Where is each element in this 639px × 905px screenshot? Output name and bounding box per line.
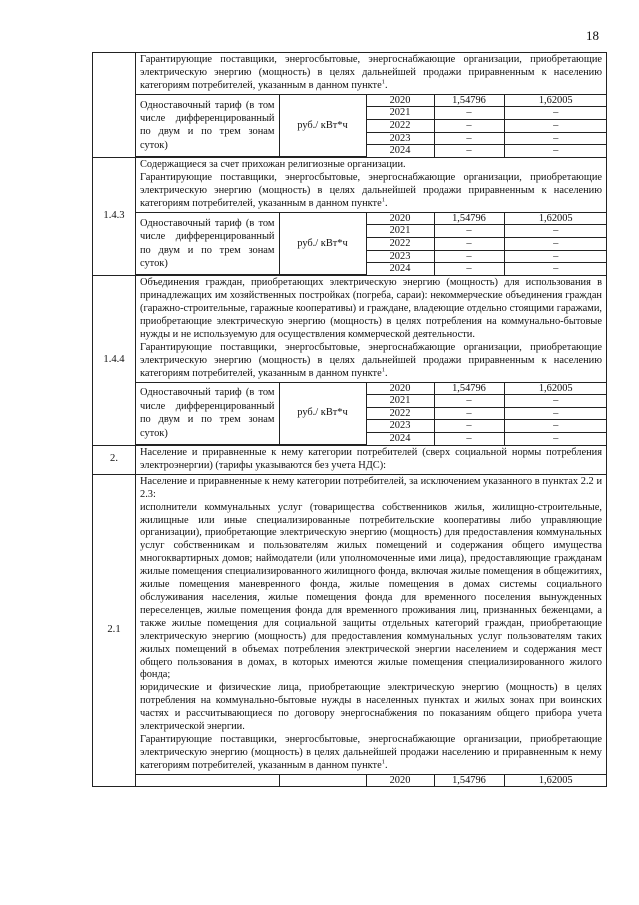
tariff-value-2: – [504, 420, 607, 433]
year-cell: 2020 [366, 774, 434, 786]
tariff-value-1: – [434, 407, 504, 420]
row-number: 2.1 [93, 474, 136, 786]
tariff-value-1: – [434, 225, 504, 238]
row-content [136, 158, 607, 276]
tariff-description: Одноставочный тариф (в том числе дифференцированный по двум и по трем зонам суток) [136, 94, 279, 156]
footnote-mark: 1 [381, 78, 385, 86]
table-row [93, 474, 607, 786]
tariff-value-2: 1,62005 [504, 382, 607, 395]
tariff-value-1: – [434, 132, 504, 145]
table-row [93, 446, 607, 475]
tariff-value-2: – [504, 132, 607, 145]
tariff-value-1: 1,54796 [434, 94, 504, 107]
tariff-value-1: – [434, 420, 504, 433]
row-text: Объединения граждан, приобретающих электрическую энергию (мощность) для использования в принадлежащих им хозяйственных постройках (погреба, сараи): некоммерческие объединения граждан (гаражно-строительные, гаражные кооперативы) и граждане, владеющие отдельно стоящими гаражами, приобретающие электрическую энергию (мощность) в целях потребления на коммунально-бытовые нужды и не используемую для осуществления коммерческой деятельности. Гарантирующие поставщики, энергосбытовые, энергоснабжающие организации, приобретающие электрическую энергию (мощность) в целях дальнейшей продажи приравненным к населению категориям потребителей, указанным в данном пункте$^1$. [140, 277, 602, 379]
paragraph: исполнители коммунальных услуг (товарищества собственников жилья, жилищно-строительные, жилищные или иные специализированные потребительские кооперативы либо управляющие организации), приобретающие электрическую энергию (мощность) для предоставления коммунальных услуг собственникам и пользователям жилых помещений и содержания общего имущества многоквартирных домов; наймодатели (или уполномоченные ими лица), предоставляющие гражданам жилые помещения специализированного жилищного фонда, включая жилые помещения в общежитиях, жилые помещения маневренного фонда, жилые помещения в домах системы социального обслуживания населения, жилые помещения фонда для временного поселения вынужденных переселенцев, жилые помещения фонда для временного проживания лиц, признанных беженцами, а также жилые помещения для социальной защиты отдельных категорий граждан, приобретающие электрическую энергию (мощность) для предоставления коммунальных услуг пользователям таких жилых помещений в объемах потребления электрической энергии населением и содержания мест общего пользования в домах, в которых имеются жилые помещения специализированного жилого фонда; [140, 501, 602, 681]
tariff-value-1: – [434, 238, 504, 251]
tariff-value-1: 1,54796 [434, 774, 504, 786]
footnote-mark: 1 [381, 758, 385, 766]
footnote-mark: 1 [381, 366, 385, 374]
year-cell: 2024 [366, 263, 434, 275]
row-text: Население и приравненные к нему категории потребителей, за исключением указанного в пунктах 2.2 и 2.3: исполнители коммунальных услуг (товарищества собственников жилья, жилищно-строительные, жилищные или иные специализированные потребительские кооперативы либо управляющие организации), приобретающие электрическую энергию (мощность) для предоставления коммунальных услуг собственникам и пользователям жилых помещений и содержания общего имущества многоквартирных домов; наймодатели (или уполномоченные ими лица), предоставляющие гражданам жилые помещения специализированного жилищного фонда, включая жилые помещения в общежитиях, жилые помещения маневренного фонда, жилые помещения в домах системы социального обслуживания населения, жилые помещения фонда для временного поселения вынужденных переселенцев, жилые помещения фонда для временного проживания лиц, признанных беженцами, а также жилые помещения для социальной защиты отдельных категорий граждан, приобретающие электрическую энергию (мощность) для предоставления коммунальных услуг пользователям таких жилых помещений в объемах потребления электрической энергии населением и содержания мест общего пользования в домах, в которых имеются жилые помещения специализированного жилого фонда; юридические и физические лица, приобретающие электрическую энергию (мощность) в целях потребления на коммунально-бытовые нужды в населенных пунктах и жилых зонах при воинских частях и рассчитывающиеся по договору энергоснабжения по показаниям общего прибора учета электрической энергии. Гарантирующие поставщики, энергосбытовые, энергоснабжающие организации, приобретающие электрическую энергию (мощность) в целях дальнейшей продажи населению и приравненным к нему категориям потребителей, указанным в данном пункте$^1$. [140, 475, 602, 771]
empty-cell [136, 774, 279, 786]
tariff-value-1: – [434, 395, 504, 408]
row-content [136, 446, 607, 475]
paragraph: Гарантирующие поставщики, энергосбытовые, энергоснабжающие организации, приобретающие электрическую энергию (мощность) в целях дальнейшей продажи населению и приравненным к нему категориям потребителей, указанным в данном пункте [140, 733, 602, 771]
tariff-value-2: – [504, 250, 607, 263]
paragraph: Население и приравненные к нему категории потребителей (сверх социальной нормы потребления электроэнергии) (тарифы указываются без учета НДС): [140, 447, 602, 471]
tariff-unit: руб./ кВт*ч [279, 382, 366, 444]
tariff-description: Одноставочный тариф (в том числе дифференцированный по двум и по трем зонам суток) [136, 212, 279, 274]
tariff-subtable-partial [136, 774, 607, 787]
tariff-value-1: – [434, 250, 504, 263]
row-content [136, 474, 607, 786]
tariff-value-1: – [434, 432, 504, 444]
paragraph: юридические и физические лица, приобретающие электрическую энергию (мощность) в целях потребления на коммунально-бытовые нужды в населенных пунктах и жилых зонах при воинских частях и рассчитывающиеся по договору энергоснабжения по показаниям общего прибора учета электрической энергии. [140, 682, 602, 733]
tariff-unit: руб./ кВт*ч [279, 94, 366, 156]
empty-cell [279, 774, 366, 786]
tariff-value-2: – [504, 432, 607, 444]
row-text: Содержащиеся за счет прихожан религиозные организации. Гарантирующие поставщики, энергосбытовые, энергоснабжающие организации, приобретающие электрическую энергию (мощность) в целях дальнейшей продажи приравненным к населению категориям потребителей, указанным в данном пункте$^1$. [140, 159, 602, 209]
tariff-value-1: 1,54796 [434, 382, 504, 395]
year-cell: 2022 [366, 119, 434, 132]
tariff-value-2: 1,62005 [504, 212, 607, 225]
row-number [93, 53, 136, 158]
tariff-subtable [136, 212, 607, 275]
tariff-value-1: – [434, 263, 504, 275]
tariff-value-2: – [504, 263, 607, 275]
footnote-mark: 1 [381, 196, 385, 204]
row-text [136, 446, 606, 474]
tariff-value-1: – [434, 145, 504, 157]
tariff-subtable [136, 94, 607, 157]
year-cell: 2023 [366, 132, 434, 145]
tariff-value-1: – [434, 107, 504, 120]
year-cell: 2021 [366, 395, 434, 408]
year-cell: 2021 [366, 107, 434, 120]
year-cell: 2022 [366, 407, 434, 420]
year-cell: 2021 [366, 225, 434, 238]
row-number: 1.4.3 [93, 158, 136, 276]
tariff-value-2: – [504, 107, 607, 120]
tariff-value-2: – [504, 238, 607, 251]
year-cell: 2023 [366, 250, 434, 263]
tariff-table [92, 52, 607, 787]
table-row [93, 276, 607, 446]
tariff-unit: руб./ кВт*ч [279, 212, 366, 274]
tariff-value-2: 1,62005 [504, 94, 607, 107]
row-content [136, 53, 607, 158]
table-row [93, 53, 607, 158]
table-row [93, 158, 607, 276]
year-cell: 2022 [366, 238, 434, 251]
tariff-value-1: 1,54796 [434, 212, 504, 225]
year-cell: 2024 [366, 145, 434, 157]
year-cell: 2020 [366, 94, 434, 107]
year-cell: 2020 [366, 212, 434, 225]
row-number: 1.4.4 [93, 276, 136, 446]
tariff-value-2: – [504, 119, 607, 132]
page-number: 18 [586, 28, 599, 43]
year-cell: 2023 [366, 420, 434, 433]
paragraph: Объединения граждан, приобретающих электрическую энергию (мощность) для использования в принадлежащих им хозяйственных постройках (погреба, сараи): некоммерческие объединения граждан (гаражно-строительные, гаражные кооперативы) и граждане, владеющие отдельно стоящими гаражами, приобретающие электрическую энергию (мощность) в целях потребления на коммунально-бытовые нужды и не используемую для осуществления коммерческой деятельности. [140, 277, 602, 340]
year-cell: 2024 [366, 432, 434, 444]
row-text: Гарантирующие поставщики, энергосбытовые, энергоснабжающие организации, приобретающие электрическую энергию (мощность) в целях дальнейшей продажи приравненным к населению категориям потребителей, указанным в данном пункте$^1$. [140, 54, 602, 91]
row-content [136, 276, 607, 446]
row-number: 2. [93, 446, 136, 475]
tariff-value-2: – [504, 407, 607, 420]
tariff-value-1: – [434, 119, 504, 132]
paragraph: Содержащиеся за счет прихожан религиозные организации. [140, 159, 406, 171]
tariff-value-2: – [504, 395, 607, 408]
tariff-value-2: – [504, 145, 607, 157]
paragraph: Гарантирующие поставщики, энергосбытовые, энергоснабжающие организации, приобретающие электрическую энергию (мощность) в целях дальнейшей продажи приравненным к населению категориям потребителей, указанным в данном пункте [140, 172, 602, 209]
tariff-value-2: – [504, 225, 607, 238]
paragraph: Население и приравненные к нему категории потребителей, за исключением указанного в пунктах 2.2 и 2.3: [140, 475, 602, 500]
year-cell: 2020 [366, 382, 434, 395]
tariff-subtable [136, 382, 607, 445]
paragraph: Гарантирующие поставщики, энергосбытовые, энергоснабжающие организации, приобретающие электрическую энергию (мощность) в целях дальнейшей продажи приравненным к населению категориям потребителей, указанным в данном пункте [140, 54, 602, 91]
tariff-description: Одноставочный тариф (в том числе дифференцированный по двум и по трем зонам суток) [136, 382, 279, 444]
tariff-value-2: 1,62005 [504, 774, 607, 786]
paragraph: Гарантирующие поставщики, энергосбытовые, энергоснабжающие организации, приобретающие электрическую энергию (мощность) в целях дальнейшей продажи приравненным к населению категориям потребителей, указанным в данном пункте [140, 341, 602, 379]
